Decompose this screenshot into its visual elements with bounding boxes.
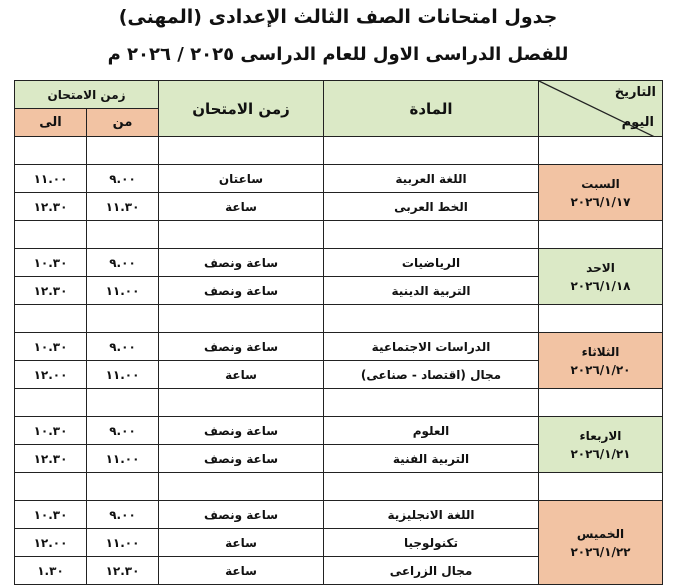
spacer-cell xyxy=(159,473,324,501)
spacer-cell xyxy=(15,305,87,333)
end-time-cell: ١٠.٣٠ xyxy=(15,501,87,529)
spacer-cell xyxy=(159,137,324,165)
table-row xyxy=(15,501,663,529)
spacer-cell xyxy=(324,137,539,165)
duration-cell: ساعة xyxy=(159,557,324,585)
exam-date: ٢٠٢٦/١/٢١ xyxy=(570,446,631,461)
spacer-cell xyxy=(15,389,87,417)
duration-cell: ساعتان xyxy=(159,165,324,193)
start-time-cell: ٩.٠٠ xyxy=(87,165,159,193)
subject-cell: تكنولوجيا xyxy=(324,529,539,557)
start-time-cell: ١١.٣٠ xyxy=(87,193,159,221)
spacer-cell xyxy=(159,221,324,249)
spacer-cell xyxy=(87,473,159,501)
subject-header: المادة xyxy=(324,81,539,137)
start-time-cell: ١١.٠٠ xyxy=(87,361,159,389)
header-row xyxy=(15,81,663,109)
start-time-cell: ١١.٠٠ xyxy=(87,277,159,305)
end-time-cell: ١٢.٠٠ xyxy=(15,529,87,557)
subject-cell: العلوم xyxy=(324,417,539,445)
day-date-cell xyxy=(539,165,663,221)
spacer-cell xyxy=(324,305,539,333)
duration-cell: ساعة xyxy=(159,529,324,557)
spacer-cell xyxy=(539,137,663,165)
spacer-cell xyxy=(539,473,663,501)
day-header: اليوم xyxy=(621,115,654,130)
start-time-cell: ٩.٠٠ xyxy=(87,249,159,277)
subject-cell: اللغة الانجليزية xyxy=(324,501,539,529)
subject-cell: الدراسات الاجتماعية xyxy=(324,333,539,361)
group-spacer xyxy=(15,305,663,333)
start-time-cell: ١١.٠٠ xyxy=(87,445,159,473)
start-time-cell: ٩.٠٠ xyxy=(87,333,159,361)
duration-cell: ساعة ونصف xyxy=(159,417,324,445)
group-spacer xyxy=(15,137,663,165)
subject-cell: التربية الفنية xyxy=(324,445,539,473)
exam-schedule-table xyxy=(14,80,663,585)
page-title: جدول امتحانات الصف الثالث الإعدادى (المهنى) xyxy=(118,6,558,28)
day-name: الاربعاء xyxy=(579,428,622,443)
duration-cell: ساعة ونصف xyxy=(159,277,324,305)
spacer-cell xyxy=(324,473,539,501)
exam-date: ٢٠٢٦/١/١٧ xyxy=(570,194,631,209)
day-name: الخميس xyxy=(576,526,625,541)
spacer-cell xyxy=(87,389,159,417)
duration-cell: ساعة xyxy=(159,193,324,221)
subject-cell: الرياضيات xyxy=(324,249,539,277)
date-day-header xyxy=(539,81,663,137)
to-header: الى xyxy=(15,109,87,137)
end-time-cell: ١٠.٣٠ xyxy=(15,249,87,277)
end-time-cell: ١٢.٣٠ xyxy=(15,193,87,221)
spacer-cell xyxy=(87,137,159,165)
duration-cell: ساعة xyxy=(159,361,324,389)
spacer-cell xyxy=(324,221,539,249)
end-time-cell: ١٢.٣٠ xyxy=(15,445,87,473)
spacer-cell xyxy=(87,305,159,333)
exam-date: ٢٠٢٦/١/٢٢ xyxy=(570,544,631,559)
subject-cell: الخط العربى xyxy=(324,193,539,221)
exam-date: ٢٠٢٦/١/٢٠ xyxy=(570,362,631,377)
end-time-cell: ١٠.٣٠ xyxy=(15,333,87,361)
start-time-cell: ١٢.٣٠ xyxy=(87,557,159,585)
exam-date: ٢٠٢٦/١/١٨ xyxy=(570,278,631,293)
end-time-cell: ١١.٠٠ xyxy=(15,165,87,193)
day-date-cell xyxy=(539,501,663,585)
table-row xyxy=(15,417,663,445)
spacer-cell xyxy=(15,221,87,249)
group-spacer xyxy=(15,389,663,417)
start-time-cell: ١١.٠٠ xyxy=(87,529,159,557)
group-spacer xyxy=(15,221,663,249)
day-name: السبت xyxy=(581,176,620,191)
day-date-cell xyxy=(539,333,663,389)
spacer-cell xyxy=(539,305,663,333)
duration-cell: ساعة ونصف xyxy=(159,501,324,529)
end-time-cell: ١٢.٣٠ xyxy=(15,277,87,305)
spacer-cell xyxy=(15,137,87,165)
spacer-cell xyxy=(324,389,539,417)
subject-cell: مجال الزراعى xyxy=(324,557,539,585)
end-time-cell: ١٢.٠٠ xyxy=(15,361,87,389)
subject-cell: التربية الدينية xyxy=(324,277,539,305)
from-header: من xyxy=(87,109,159,137)
subject-cell: مجال (اقتصاد - صناعى) xyxy=(324,361,539,389)
end-time-cell: ١٠.٣٠ xyxy=(15,417,87,445)
time-range-header: زمن الامتحان xyxy=(15,81,159,109)
table-row xyxy=(15,249,663,277)
spacer-cell xyxy=(539,389,663,417)
spacer-cell xyxy=(539,221,663,249)
day-date-cell xyxy=(539,249,663,305)
spacer-cell xyxy=(159,305,324,333)
date-header: التاريخ xyxy=(614,85,656,100)
duration-cell: ساعة ونصف xyxy=(159,249,324,277)
table-row xyxy=(15,165,663,193)
subject-cell: اللغة العربية xyxy=(324,165,539,193)
duration-header: زمن الامتحان xyxy=(159,81,324,137)
day-name: الاحد xyxy=(586,260,615,275)
table-row xyxy=(15,333,663,361)
duration-cell: ساعة ونصف xyxy=(159,333,324,361)
spacer-cell xyxy=(87,221,159,249)
end-time-cell: ١.٣٠ xyxy=(15,557,87,585)
spacer-cell xyxy=(15,473,87,501)
start-time-cell: ٩.٠٠ xyxy=(87,501,159,529)
duration-cell: ساعة ونصف xyxy=(159,445,324,473)
group-spacer xyxy=(15,473,663,501)
spacer-cell xyxy=(159,389,324,417)
page-subtitle: للفصل الدراسى الاول للعام الدراسى ٢٠٢٥ / ٢٠٢٦ م xyxy=(107,44,569,65)
day-name: الثلاثاء xyxy=(581,344,620,359)
day-date-cell xyxy=(539,417,663,473)
start-time-cell: ٩.٠٠ xyxy=(87,417,159,445)
